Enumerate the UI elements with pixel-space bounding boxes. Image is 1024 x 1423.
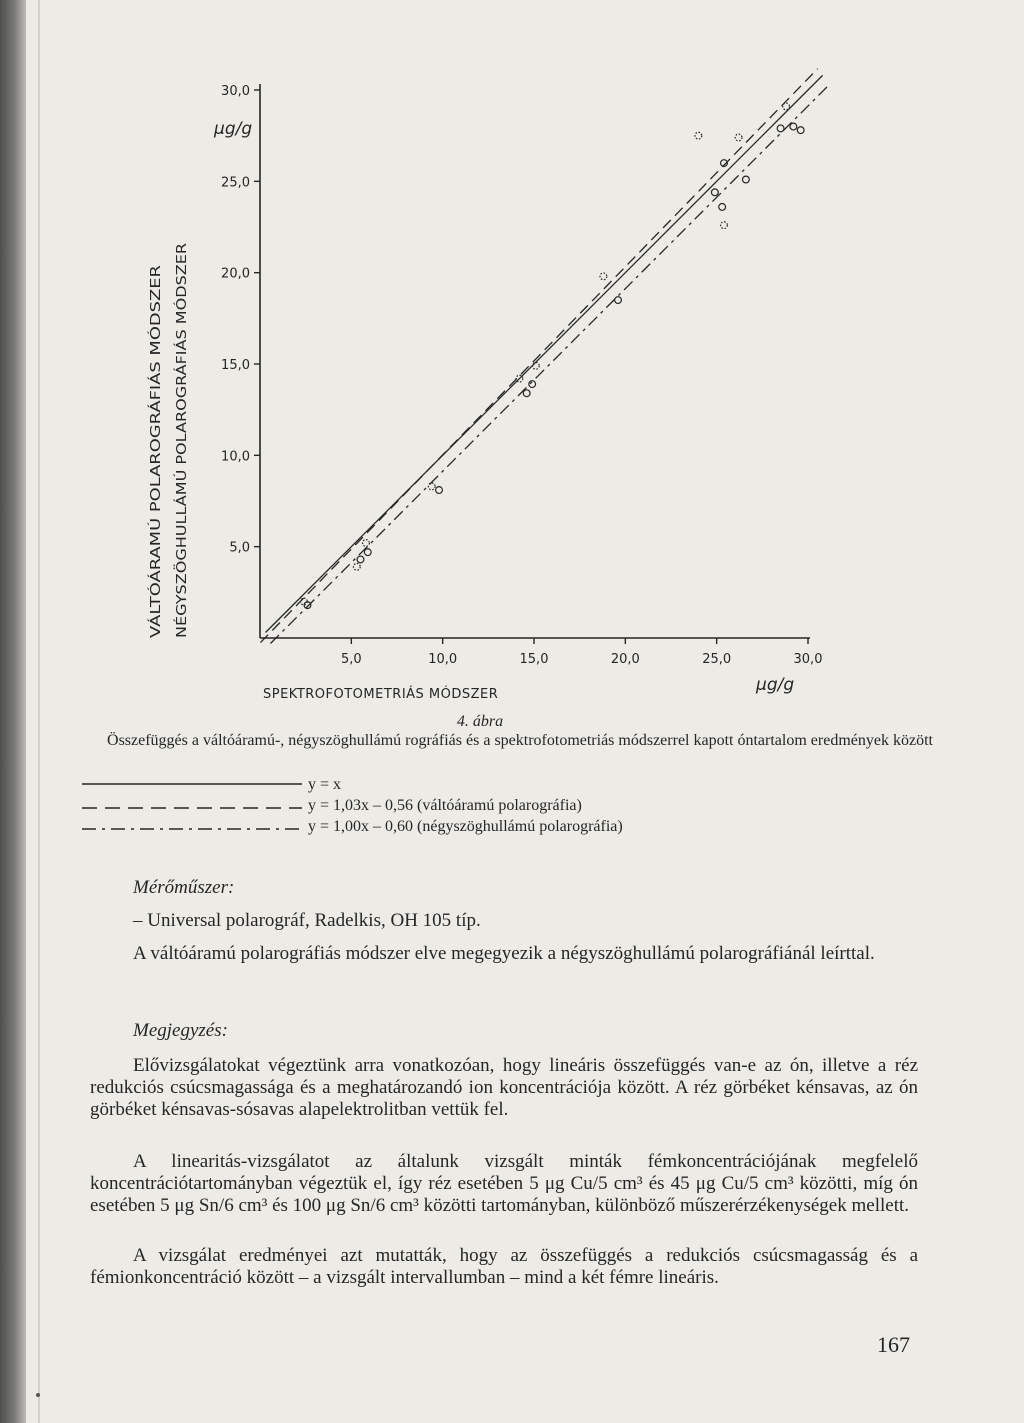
y-tick-label: 25,0 <box>221 175 250 191</box>
data-point <box>721 222 728 229</box>
regression-line-dash-dot <box>270 86 827 643</box>
y-tick-label: 15,0 <box>221 358 250 373</box>
data-point <box>615 297 622 304</box>
section-heading-instrument: Mérőműszer: <box>133 877 235 898</box>
data-point <box>797 127 804 134</box>
y-unit-label: μg/g <box>214 119 253 139</box>
y-tick-label: 30,0 <box>221 84 250 99</box>
data-point <box>353 563 360 570</box>
data-point <box>532 362 539 369</box>
x-tick-label: 15,0 <box>519 652 549 667</box>
dashed-line-sample <box>80 797 305 818</box>
legend-label-sw: y = 1,00x – 0,60 (négyszöghullámú polarográfia) <box>308 818 623 835</box>
data-point <box>428 483 435 490</box>
y-axis-label-1: VÁLTÓÁRAMÚ POLAROGRÁFIÁS MÓDSZER <box>149 366 164 638</box>
data-point <box>711 189 718 196</box>
regression-line-dashed <box>260 69 817 643</box>
x-axis-label: SPEKTROFOTOMETRIÁS MÓDSZER <box>263 687 499 702</box>
x-tick-label: 25,0 <box>702 652 732 667</box>
y-axis-label-2: NÉGYSZÖGHULLÁMÚ POLAROGRÁFIÁS MÓDSZER <box>175 317 190 638</box>
method-paragraph: A váltóáramú polarográfiás módszer elve megegyezik a négyszöghullámú polarográfiánál leírttal. <box>133 943 875 964</box>
x-tick-label: 10,0 <box>428 652 458 667</box>
legend-label-ac: y = 1,03x – 0,56 (váltóáramú polarográfia) <box>308 797 582 814</box>
x-tick-label: 30,0 <box>793 652 823 667</box>
regression-line-solid <box>265 75 822 632</box>
y-tick-label: 10,0 <box>221 449 250 465</box>
data-point <box>523 390 530 397</box>
data-point <box>777 125 784 132</box>
data-point <box>695 132 702 139</box>
page-number: 167 <box>877 1332 910 1357</box>
data-point <box>363 540 370 547</box>
data-point <box>529 381 536 388</box>
figure-number: 4. ábra <box>456 713 504 730</box>
x-unit-label: μg/g <box>756 675 795 695</box>
dash-dot-line-sample <box>80 818 305 839</box>
y-tick-label: 5,0 <box>229 540 250 556</box>
solid-line-sample <box>80 776 305 797</box>
data-point <box>719 204 726 211</box>
data-point <box>742 176 749 183</box>
y-tick-label: 20,0 <box>221 266 250 282</box>
legend-label-identity: y = x <box>308 776 342 793</box>
data-point <box>790 123 797 130</box>
note-paragraph-2: A linearitás-vizsgálatot az általunk vizsgált minták fémkoncentrációjának megfelelő koncentrációtartományban végeztük el, így réz esetében 5 μg Cu/5 cm³ és 45 μg Cu/5 cm³ közötti, míg ón esetében 5 μg Sn/6 cm³ és 100 μg Sn/6 cm³ közötti tartományban, különböző műszerérzékenységek mellett. <box>90 1151 918 1216</box>
scan-speck <box>36 1393 40 1397</box>
note-paragraph-1: Elővizsgálatokat végeztünk arra vonatkozóan, hogy lineáris összefüggés van-e az ón, illetve a réz redukciós csúcsmagassága és a meghatározandó ion koncentrációja között. A réz görbéket kénsavas, az ón görbéket kénsavas-sósavas alapelektrolitban vettük fel. <box>90 1055 918 1120</box>
x-tick-label: 5,0 <box>340 652 362 667</box>
instrument-line: – Universal polarográf, Radelkis, OH 105 típ. <box>133 910 481 931</box>
data-point <box>735 134 742 141</box>
section-heading-note: Megjegyzés: <box>133 1020 228 1041</box>
x-tick-label: 20,0 <box>610 652 640 667</box>
note-paragraph-3: A vizsgálat eredményei azt mutatták, hogy az összefüggés a redukciós csúcsmagasság és a fémionkoncentráció között – a vizsgált intervallumban – mind a két fémre lineáris. <box>90 1245 918 1288</box>
data-point <box>436 487 443 494</box>
figure-caption: Összefüggés a váltóáramú-, négyszöghullámú rográfiás és a spektrofotometriás módszerrel kapott óntartalom eredmények között <box>107 732 933 749</box>
data-point <box>357 556 364 563</box>
data-point <box>364 549 371 556</box>
data-point <box>600 273 607 280</box>
